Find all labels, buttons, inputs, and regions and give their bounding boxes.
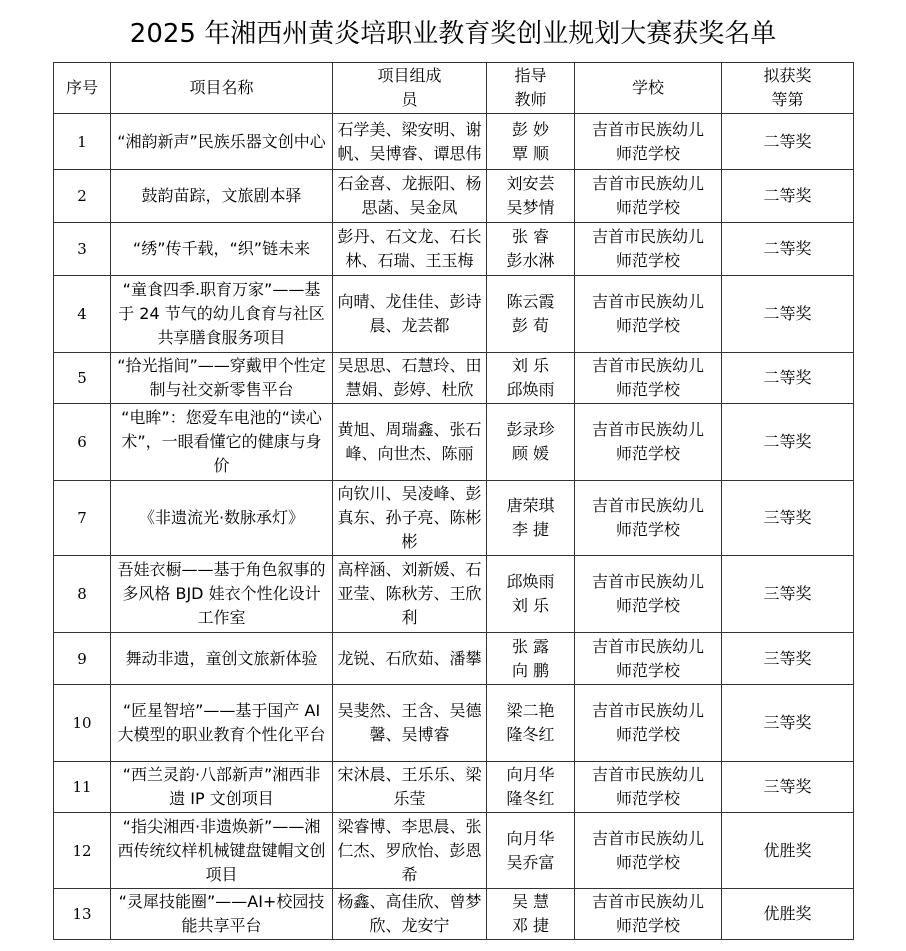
table-row [54, 813, 854, 889]
row-index: 6 [54, 404, 111, 481]
row-school: 吉首市民族幼儿师范学校 [575, 223, 722, 276]
header-advisor: 指导教师 [487, 63, 575, 114]
row-members: 黄旭、周瑞鑫、张石峰、向世杰、陈丽 [333, 404, 487, 481]
row-advisor: 张 露 向 鹏 [487, 633, 575, 685]
row-advisor: 彭 妙 覃 顺 [487, 114, 575, 170]
row-school: 吉首市民族幼儿师范学校 [575, 404, 722, 481]
row-award: 三等奖 [722, 556, 854, 633]
row-school: 吉首市民族幼儿师范学校 [575, 889, 722, 940]
row-advisor: 陈云霞 彭 荀 [487, 276, 575, 353]
row-index: 5 [54, 353, 111, 404]
row-school: 吉首市民族幼儿师范学校 [575, 633, 722, 685]
row-index: 9 [54, 633, 111, 685]
row-project: 舞动非遗，童创文旅新体验 [111, 633, 333, 685]
row-school: 吉首市民族幼儿师范学校 [575, 813, 722, 889]
header-index: 序号 [54, 63, 111, 114]
row-project: 鼓韵苗踪，文旅剧本驿 [111, 170, 333, 223]
row-school: 吉首市民族幼儿师范学校 [575, 170, 722, 223]
row-school: 吉首市民族幼儿师范学校 [575, 481, 722, 556]
row-project: “匠星智培”——基于国产 AI 大模型的职业教育个性化平台 [111, 685, 333, 762]
table-row [54, 170, 854, 223]
row-project: “灵犀技能圈”——AI+校园技能共享平台 [111, 889, 333, 940]
row-members: 石金喜、龙振阳、杨思菡、吴金凤 [333, 170, 487, 223]
row-members: 梁睿博、李思晨、张仁杰、罗欣怡、彭恩希 [333, 813, 487, 889]
table-row [54, 556, 854, 633]
header-members: 项目组成员 [333, 63, 487, 114]
row-advisor: 彭录珍 顾 媛 [487, 404, 575, 481]
row-members: 杨鑫、高佳欣、曾梦欣、龙安宁 [333, 889, 487, 940]
row-members: 宋沐晨、王乐乐、梁乐莹 [333, 762, 487, 813]
table-row [54, 114, 854, 170]
header-school: 学校 [575, 63, 722, 114]
row-advisor: 刘 乐 邱焕雨 [487, 353, 575, 404]
table-row [54, 481, 854, 556]
row-project: “电眸”：您爱车电池的“读心术”，一眼看懂它的健康与身价 [111, 404, 333, 481]
row-school: 吉首市民族幼儿师范学校 [575, 114, 722, 170]
row-advisor: 刘安芸吴梦情 [487, 170, 575, 223]
row-award: 二等奖 [722, 353, 854, 404]
row-school: 吉首市民族幼儿师范学校 [575, 353, 722, 404]
table-row [54, 633, 854, 685]
row-members: 彭丹、石文龙、石长林、石瑞、王玉梅 [333, 223, 487, 276]
table-header-row [54, 63, 854, 114]
row-index: 4 [54, 276, 111, 353]
row-school: 吉首市民族幼儿师范学校 [575, 762, 722, 813]
row-index: 11 [54, 762, 111, 813]
table-row [54, 889, 854, 940]
row-advisor: 向月华 隆冬红 [487, 762, 575, 813]
row-school: 吉首市民族幼儿师范学校 [575, 276, 722, 353]
row-school: 吉首市民族幼儿师范学校 [575, 556, 722, 633]
table-row [54, 353, 854, 404]
row-members: 石学美、梁安明、谢帆、吴博睿、谭思伟 [333, 114, 487, 170]
row-advisor: 梁二艳 隆冬红 [487, 685, 575, 762]
row-members: 吴斐然、王含、吴德馨、吴博睿 [333, 685, 487, 762]
table-row [54, 762, 854, 813]
row-members: 龙锐、石欣茹、潘攀 [333, 633, 487, 685]
row-advisor: 唐荣琪 李 捷 [487, 481, 575, 556]
row-project: 《非遗流光·数脉承灯》 [111, 481, 333, 556]
row-project: “西兰灵韵·八部新声”湘西非遗 IP 文创项目 [111, 762, 333, 813]
row-award: 三等奖 [722, 481, 854, 556]
row-members: 向钦川、吴凌峰、彭真东、孙子亮、陈彬彬 [333, 481, 487, 556]
row-award: 优胜奖 [722, 813, 854, 889]
row-award: 优胜奖 [722, 889, 854, 940]
row-award: 二等奖 [722, 223, 854, 276]
row-index: 1 [54, 114, 111, 170]
row-index: 10 [54, 685, 111, 762]
table-row [54, 685, 854, 762]
table-row [54, 404, 854, 481]
row-project: “童食四季.职育万家”——基于 24 节气的幼儿食育与社区共享膳食服务项目 [111, 276, 333, 353]
row-index: 12 [54, 813, 111, 889]
row-school: 吉首市民族幼儿师范学校 [575, 685, 722, 762]
row-index: 3 [54, 223, 111, 276]
row-advisor: 张 睿 彭水淋 [487, 223, 575, 276]
row-project: “绣”传千载，“织”链未来 [111, 223, 333, 276]
row-project: “湘韵新声”民族乐器文创中心 [111, 114, 333, 170]
header-award: 拟获奖等第 [722, 63, 854, 114]
row-members: 高梓涵、刘新媛、石亚莹、陈秋芳、王欣利 [333, 556, 487, 633]
row-award: 三等奖 [722, 685, 854, 762]
table-row [54, 276, 854, 353]
row-index: 2 [54, 170, 111, 223]
row-members: 吴思思、石慧玲、田慧娟、彭婷、杜欣 [333, 353, 487, 404]
table-row [54, 223, 854, 276]
row-advisor: 向月华 吴乔富 [487, 813, 575, 889]
awards-table [53, 62, 854, 940]
row-award: 二等奖 [722, 114, 854, 170]
row-award: 三等奖 [722, 762, 854, 813]
header-project: 项目名称 [111, 63, 333, 114]
row-project: “拾光指间”——穿戴甲个性定制与社交新零售平台 [111, 353, 333, 404]
row-award: 三等奖 [722, 633, 854, 685]
page-title: 2025 年湘西州黄炎培职业教育奖创业规划大赛获奖名单 [129, 19, 777, 49]
row-index: 13 [54, 889, 111, 940]
row-project: 吾娃衣橱——基于角色叙事的多风格 BJD 娃衣个性化设计工作室 [111, 556, 333, 633]
row-advisor: 邱焕雨 刘 乐 [487, 556, 575, 633]
row-members: 向晴、龙佳佳、彭诗晨、龙芸都 [333, 276, 487, 353]
row-project: “指尖湘西·非遗焕新”——湘西传统纹样机械键盘键帽文创项目 [111, 813, 333, 889]
row-index: 7 [54, 481, 111, 556]
row-award: 二等奖 [722, 276, 854, 353]
row-index: 8 [54, 556, 111, 633]
row-award: 二等奖 [722, 170, 854, 223]
row-award: 二等奖 [722, 404, 854, 481]
row-advisor: 吴 慧 邓 捷 [487, 889, 575, 940]
